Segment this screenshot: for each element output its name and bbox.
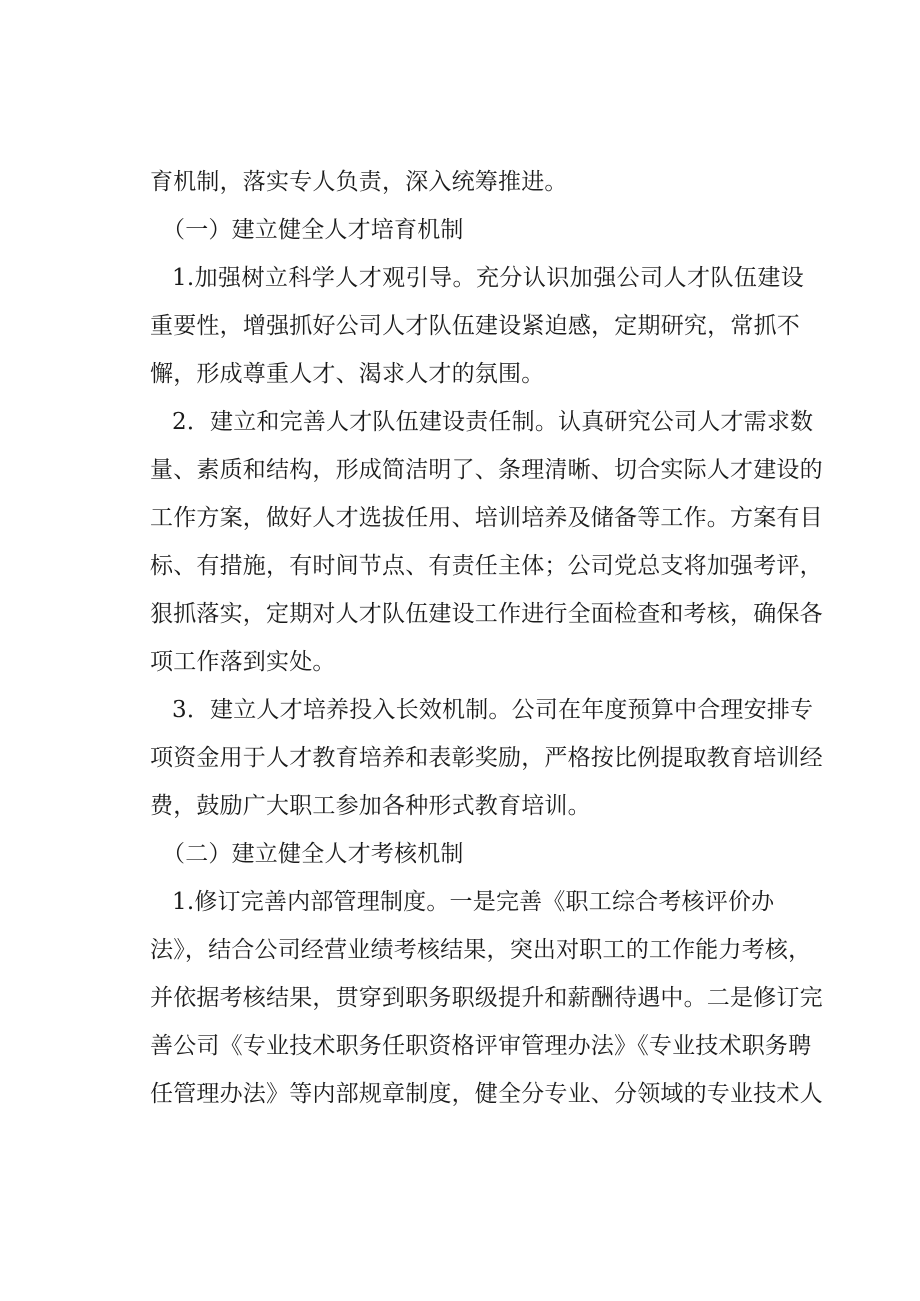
paragraph-line: 1.修订完善内部管理制度。一是完善《职工综合考核评价办 (172, 889, 775, 915)
paragraph-line: 项资金用于人才教育培养和表彰奖励，严格按比例提取教育培训经 (150, 745, 823, 771)
paragraph-line: 善公司《专业技术职务任职资格评审管理办法》《专业技术职务聘 (150, 1033, 812, 1059)
paragraph-line: 量、素质和结构，形成简洁明了、条理清晰、切合实际人才建设的 (150, 457, 823, 483)
paragraph-line: 任管理办法》等内部规章制度，健全分专业、分领域的专业技术人 (150, 1081, 823, 1107)
paragraph-line: 重要性，增强抓好公司人才队伍建设紧迫感，定期研究，常抓不 (150, 313, 800, 339)
paragraph-line: 懈，形成尊重人才、渴求人才的氛围。 (150, 361, 545, 387)
paragraph-line: 1.加强树立科学人才观引导。充分认识加强公司人才队伍建设 (172, 265, 804, 291)
paragraph-line: 3．建立人才培养投入长效机制。公司在年度预算中合理安排专 (172, 697, 814, 723)
paragraph-line: 狠抓落实，定期对人才队伍建设工作进行全面检查和考核，确保各 (150, 601, 823, 627)
paragraph-line: 项工作落到实处。 (150, 649, 336, 675)
paragraph-line: 并依据考核结果，贯穿到职务职级提升和薪酬待遇中。二是修订完 (150, 985, 823, 1011)
paragraph-line: 费，鼓励广大职工参加各种形式教育培训。 (150, 793, 591, 819)
paragraph-line: 育机制，落实专人负责，深入统筹推进。 (150, 169, 568, 195)
paragraph-line: 工作方案，做好人才选拔任用、培训培养及储备等工作。方案有目 (150, 505, 823, 531)
section-heading: （二）建立健全人才考核机制 (162, 841, 464, 867)
paragraph-line: 2．建立和完善人才队伍建设责任制。认真研究公司人才需求数 (172, 409, 814, 435)
paragraph-line: 标、有措施，有时间节点、有责任主体；公司党总支将加强考评， (150, 553, 823, 579)
section-heading: （一）建立健全人才培育机制 (162, 217, 464, 243)
paragraph-line: 法》，结合公司经营业绩考核结果，突出对职工的工作能力考核， (150, 937, 812, 963)
